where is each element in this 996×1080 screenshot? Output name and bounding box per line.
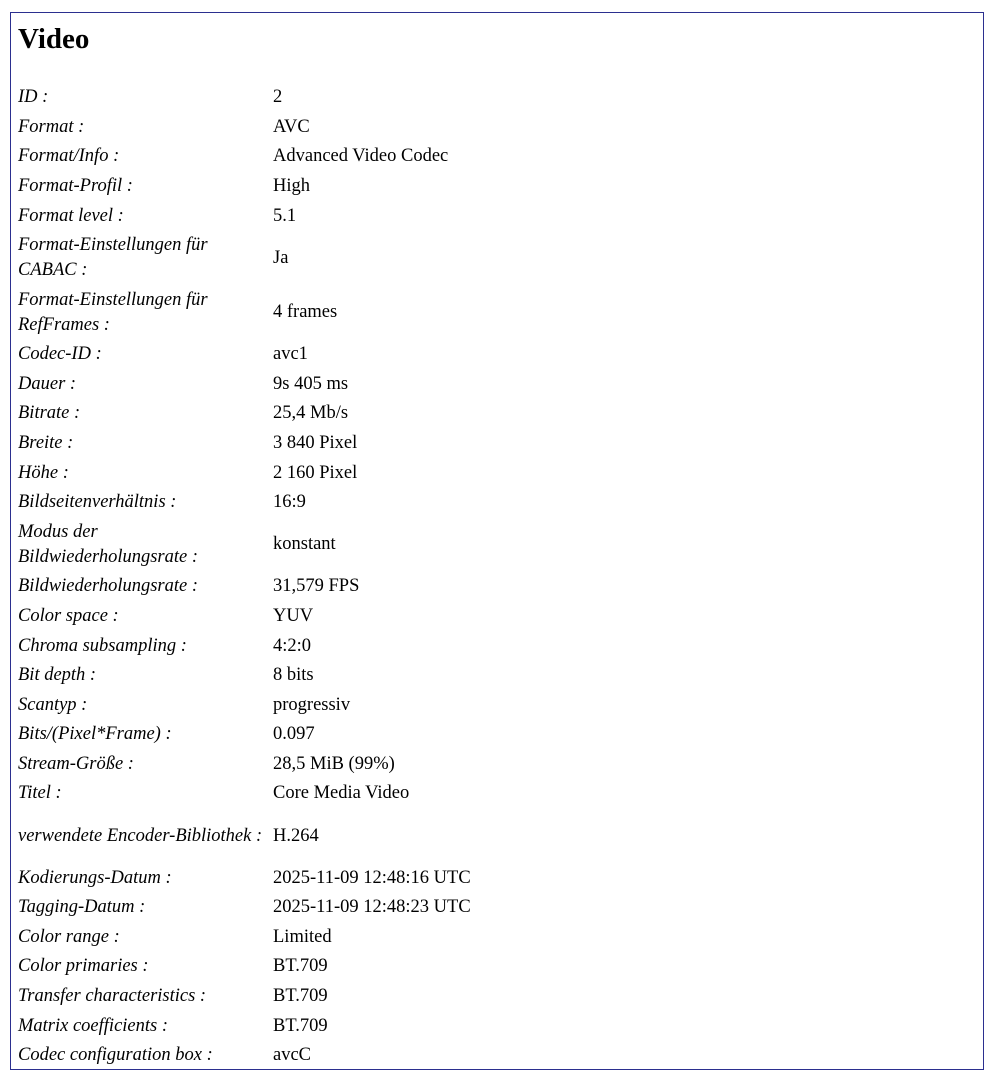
table-row [16,750,473,780]
row-value: 3 840 Pixel [273,433,358,454]
row-value: 5.1 [273,205,297,226]
row-label: Scantyp : [18,694,88,715]
table-row [16,952,473,982]
table-row [16,142,473,172]
row-label: Format : [18,116,85,137]
table-row [16,201,473,231]
media-info-table [16,83,473,1070]
row-label: verwendete Encoder-Bibliothek : [18,825,263,846]
row-label: Format-Einstellungen für RefFrames : [18,289,208,335]
row-value: 31,579 FPS [273,576,360,597]
table-row [16,690,473,720]
row-value: BT.709 [273,956,328,977]
row-value: Core Media Video [273,783,410,804]
table-row [16,370,473,400]
row-label: Format-Profil : [18,176,133,197]
row-value: 0.097 [273,724,315,745]
row-label: Breite : [18,433,74,454]
table-row [16,231,473,286]
table-row [16,172,473,202]
row-value: 4 frames [273,302,338,323]
table-row [16,429,473,459]
row-value: 28,5 MiB (99%) [273,753,395,774]
row-value: 9s 405 ms [273,373,349,394]
row-label: Codec configuration box : [18,1045,213,1066]
table-row [16,922,473,952]
table-row [16,113,473,143]
row-value: H.264 [273,825,319,846]
table-row [16,285,473,340]
table-row [16,863,473,893]
row-value: 16:9 [273,492,306,513]
row-label: Color range : [18,926,120,947]
row-label: Höhe : [18,462,69,483]
row-value: BT.709 [273,1015,328,1036]
table-row [16,809,473,864]
section-title: Video [18,23,90,55]
row-label: Codec-ID : [18,344,102,365]
row-value: YUV [273,605,314,626]
table-row [16,458,473,488]
row-value: High [273,176,310,197]
row-label: Format level : [18,205,124,226]
table-row [16,399,473,429]
table-row [16,340,473,370]
row-label: Chroma subsampling : [18,635,187,656]
row-value: AVC [273,116,310,137]
row-label: Kodierungs-Datum : [18,867,172,888]
row-label: Bildwiederholungsrate : [18,576,199,597]
row-value: Limited [273,926,332,947]
table-row [16,488,473,518]
row-label: Bits/(Pixel*Frame) : [18,724,172,745]
table-row [16,893,473,923]
row-label: Bildseitenverhältnis : [18,492,177,513]
row-value: 25,4 Mb/s [273,403,349,424]
table-row [16,1041,473,1071]
row-label: Titel : [18,783,62,804]
row-value: Ja [273,247,289,268]
table-row [16,1011,473,1041]
media-info-body [16,83,473,1070]
table-row [16,602,473,632]
table-row [16,631,473,661]
row-label: Format/Info : [18,146,120,167]
row-label: Matrix coefficients : [18,1015,169,1036]
row-value: 2 160 Pixel [273,462,358,483]
table-row [16,83,473,113]
row-value: 2025-11-09 12:48:23 UTC [273,897,471,918]
row-value: 2 [273,87,283,108]
row-label: Dauer : [18,373,77,394]
row-label: Bit depth : [18,665,97,686]
row-value: BT.709 [273,985,328,1006]
table-row [16,982,473,1012]
row-value: 2025-11-09 12:48:16 UTC [273,867,471,888]
row-label: Modus der Bildwiederholungsrate : [18,521,199,567]
table-row [16,779,473,809]
row-value: Advanced Video Codec [273,146,449,167]
row-label: Bitrate : [18,403,81,424]
row-value: konstant [273,534,336,555]
row-label: Stream-Größe : [18,753,134,774]
row-label: Color space : [18,605,119,626]
row-value: 8 bits [273,665,314,686]
row-value: avcC [273,1045,312,1066]
row-value: 4:2:0 [273,635,312,656]
table-row [16,720,473,750]
row-label: Color primaries : [18,956,149,977]
row-label: Format-Einstellungen für CABAC : [18,235,208,281]
table-row [16,661,473,691]
row-label: ID : [18,87,49,108]
row-value: avc1 [273,344,308,365]
row-value: progressiv [273,694,351,715]
row-label: Tagging-Datum : [18,897,146,918]
row-label: Transfer characteristics : [18,985,207,1006]
table-row [16,518,473,573]
table-row [16,572,473,602]
